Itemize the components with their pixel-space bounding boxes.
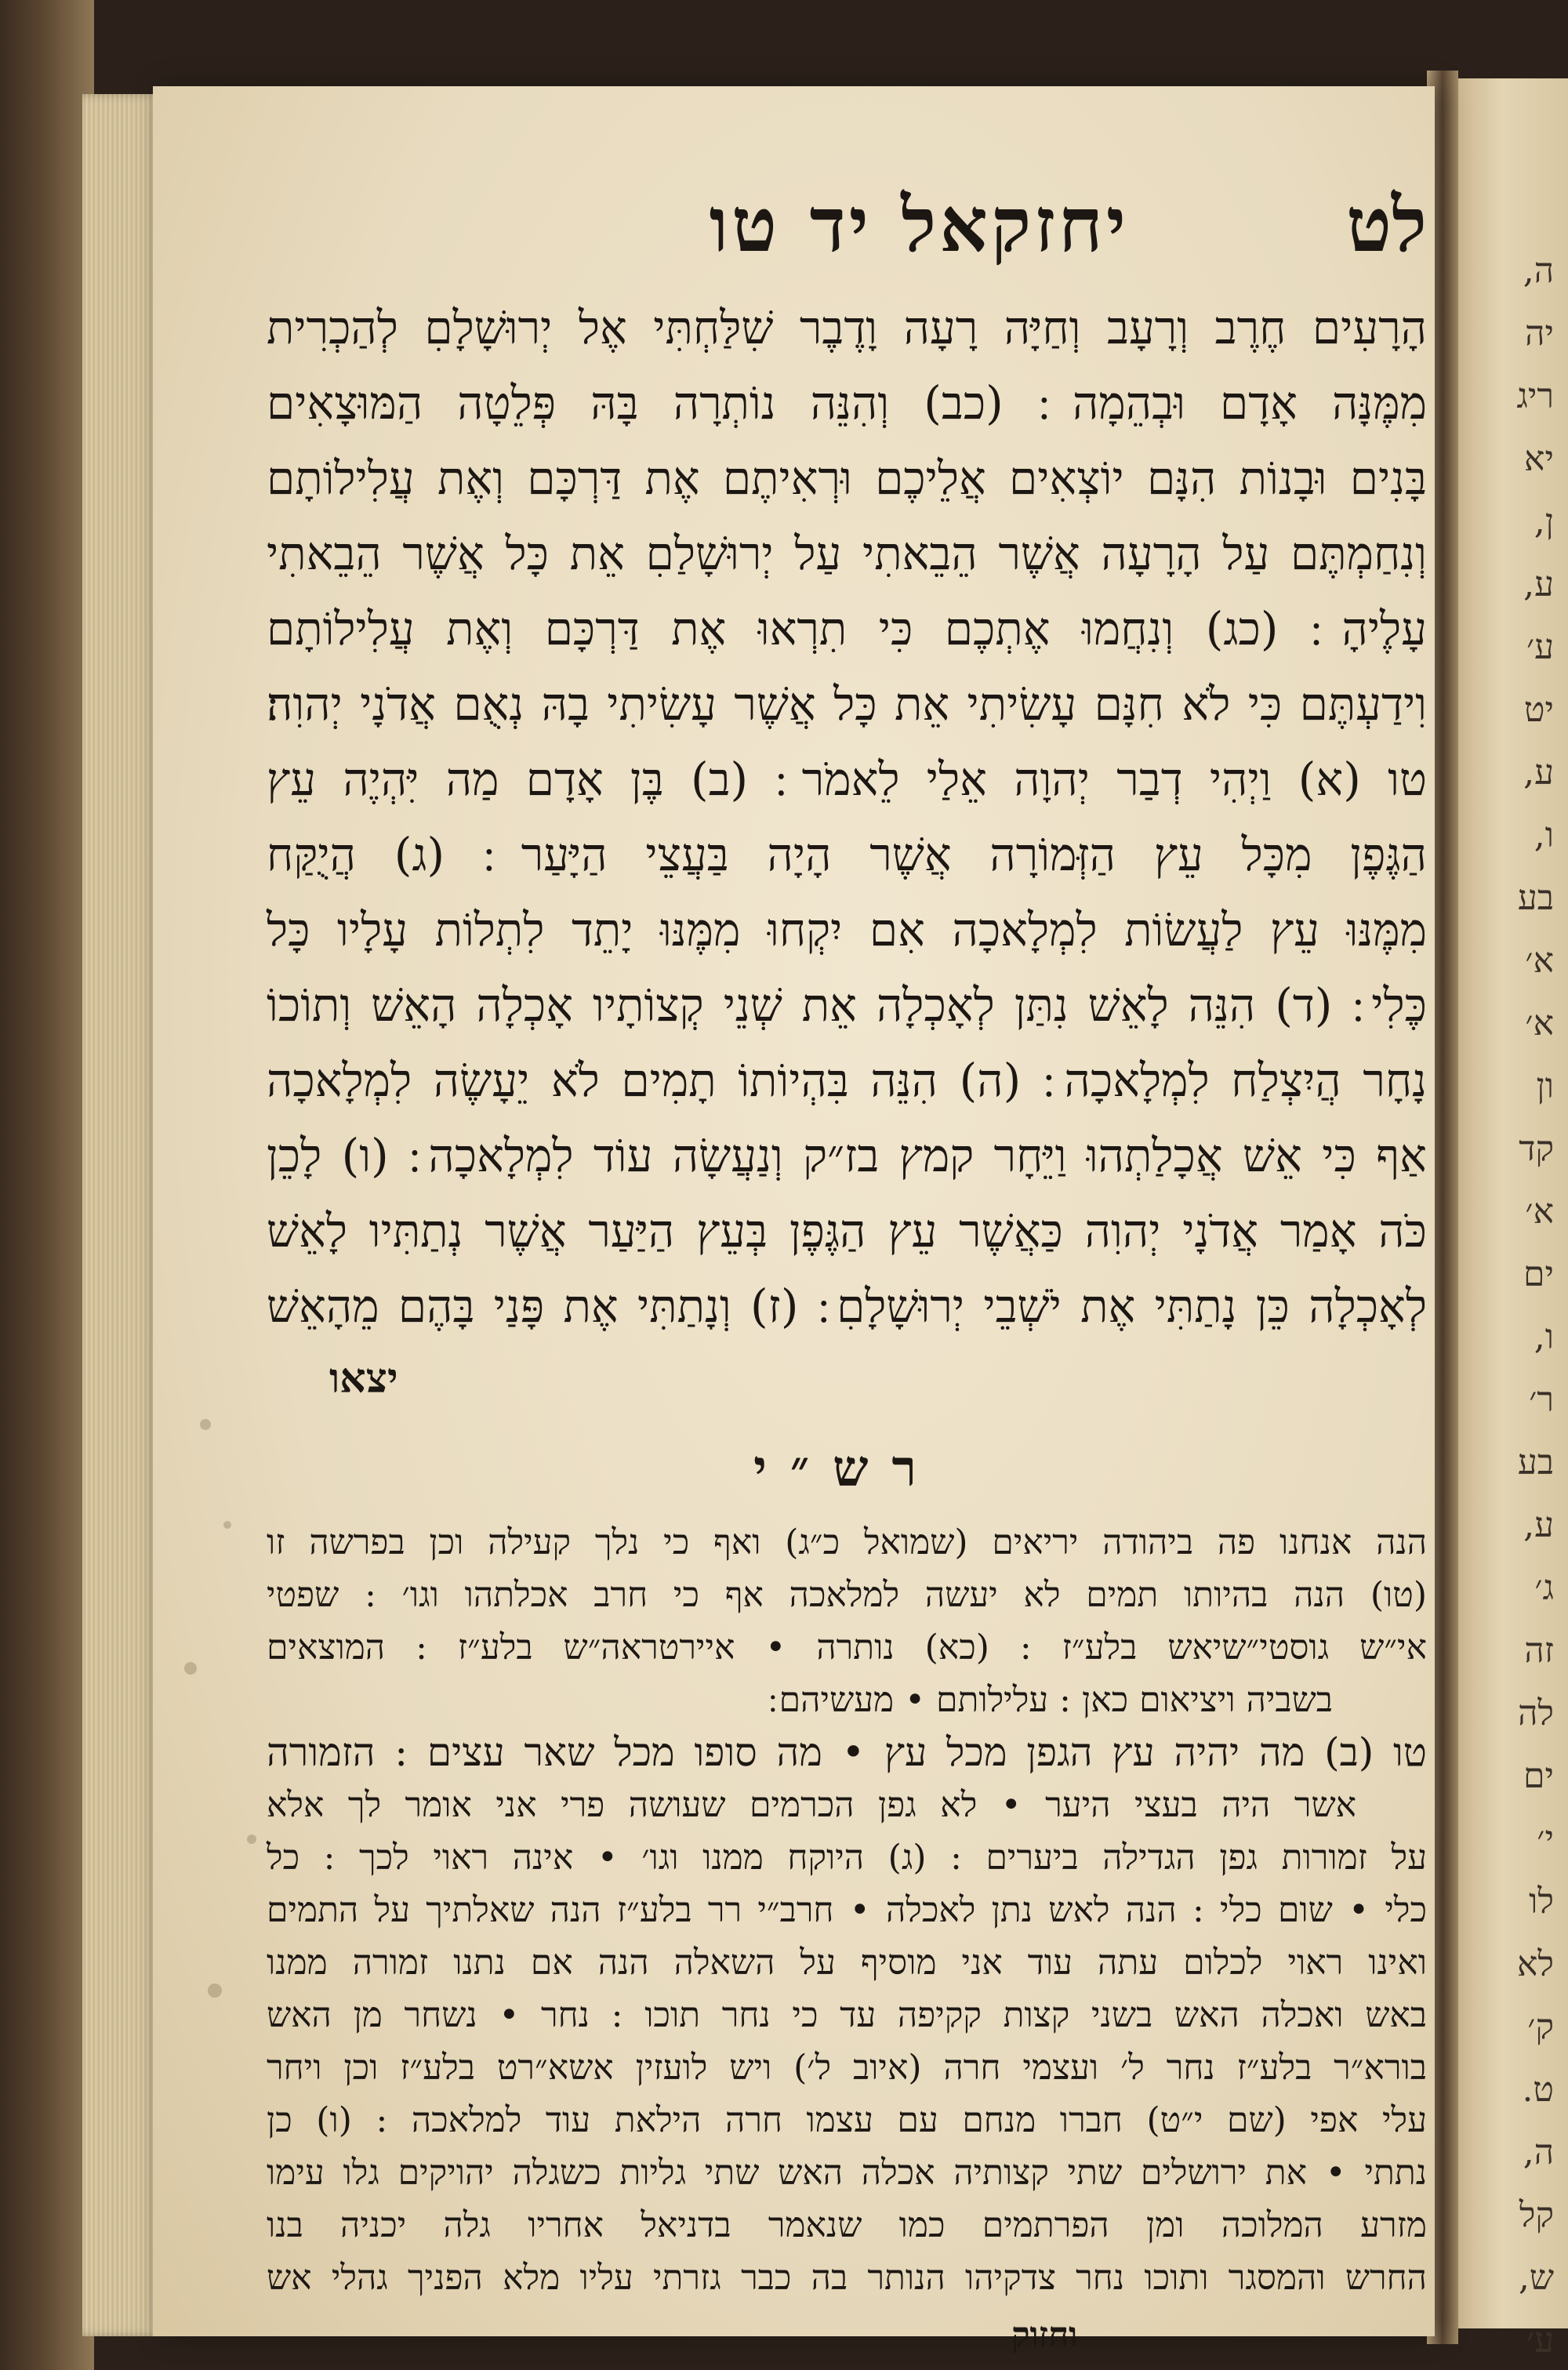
facing-page-fragment: קל: [1519, 2195, 1554, 2235]
facing-page-fragment: א׳: [1525, 941, 1554, 981]
bible-line: עָלֶיהָ ׃ (כג) וְנִחֲמוּ אֶתְכֶם כִּי תִרְאוּ אֶת דַּרְכָּם וְאֶת עֲלִילוֹתָם: [267, 602, 1427, 655]
bible-line: נָחָר הֲיִצְלַח לִמְלָאכָה ׃ (ה) הִנֵּה בִּהְיוֹתוֹ תָמִים לֹא יֵעָשֶׂה לִמְלָאכָה: [267, 1054, 1427, 1107]
rashi-line: אי״ש גוסטי״שיאש בלע״ז : (כא) נותרה • איירטראה״ש בלע״ז : המוצאים: [267, 1628, 1427, 1668]
bible-line: וִידַעְתֶּם כִּי לֹא חִנָּם עָשִׂיתִי אֵת כָּל אֲשֶׁר עָשִׂיתִי בָהּ נְאֻם אֲדֹנָי יְהוִה׃: [267, 677, 1427, 731]
rashi-line: בשביה ויציאום כאן : עלילותם • מעשיהם ׃: [768, 1680, 1333, 1720]
bible-line: טו (א) וַיְהִי דְבַר יְהוָה אֵלַי לֵאמֹר ׃ (ב) בֶּן אָדָם מַה יִּהְיֶה עֵץ: [267, 753, 1427, 806]
facing-page-fragment: בע: [1517, 1443, 1554, 1483]
rashi-line: מזרע המלוכה ומן הפרתמים כמו שנאמר בדניאל אחריו גלה יכניה בנו: [267, 2205, 1427, 2245]
rashi-line: אשר היה בעצי היער • לא גפן הכרמים שעושה פרי אני אומר לך אלא: [267, 1785, 1356, 1825]
bible-line: הַגֶּפֶן מִכָּל עֵץ הַזְּמוֹרָה אֲשֶׁר הָיָה בַּעֲצֵי הַיָּעַר ׃ (ג) הֲיֻקַּח: [267, 828, 1427, 881]
text-area: [267, 180, 1427, 2367]
facing-page-fragment: לה: [1518, 1693, 1554, 1733]
rashi-heading: רש״י: [753, 1439, 940, 1498]
facing-page-fragment: ריג: [1516, 376, 1554, 416]
facing-page-fragment: ן,: [1534, 502, 1554, 542]
facing-page-fragment: ט.: [1522, 2070, 1554, 2110]
facing-page-fragment: ש,: [1518, 2258, 1554, 2298]
facing-page-fragment: ע׳: [1526, 627, 1554, 667]
facing-page-fragment: יט: [1523, 690, 1554, 730]
rashi-line: (טו) הנה בהיותו תמים לא יעשה למלאכה אף כי חרב אכלתהו וגו׳ : שפטי: [267, 1575, 1427, 1615]
facing-page-fragment: ים: [1523, 1756, 1554, 1796]
facing-page-fragment: ה,: [1523, 251, 1554, 291]
facing-page-fragment: ון: [1536, 1066, 1554, 1106]
rashi-catchword: וחזוק: [1011, 2315, 1078, 2355]
rashi-line: בורא״ר בלע״ז נחר ל׳ ועצמי חרה (איוב ל׳) ויש לועזין אשא״רט בלע״ז וכן ויחר: [267, 2048, 1427, 2088]
bible-line: הָרָעִים חֶרֶב וְרָעָב וְחַיָּה רָעָה וָדֶבֶר שִׁלַּחְתִּי אֶל יְרוּשָׁלָםִ לְהַכְרִית: [267, 301, 1427, 354]
facing-page: [1458, 78, 1568, 2361]
bible-line: מִמֶּנּוּ עֵץ לַעֲשׂוֹת לִמְלָאכָה אִם יִקְחוּ מִמֶּנּוּ יָתֵד לִתְלוֹת עָלָיו כָּל: [267, 903, 1427, 956]
facing-page-fragment: לא: [1517, 1944, 1554, 1984]
facing-page-fragment: י׳: [1537, 1819, 1554, 1859]
bible-line: וְנִחַמְתֶּם עַל הָרָעָה אֲשֶׁר הֵבֵאתִי עַל יְרוּשָׁלַםִ אֵת כָּל אֲשֶׁר הֵבֵאתִי: [267, 527, 1428, 580]
facing-page-fragment: ים: [1523, 1254, 1554, 1294]
running-head: [267, 180, 1427, 290]
facing-page-fragment: ע,: [1523, 564, 1554, 604]
facing-page-fragment: ע׳: [1526, 2321, 1554, 2361]
facing-page-fragment: ו,: [1534, 815, 1554, 855]
rashi-line: על זמורות גפן הגדילה ביערים : (ג) היוקח ממנו וגו׳ • אינה ראוי לכך : כל: [267, 1838, 1427, 1878]
facing-page-fragment: זה: [1524, 1631, 1554, 1671]
page-edges: [82, 94, 161, 2336]
facing-page-fragment: ר׳: [1529, 1380, 1554, 1420]
bible-catchword: יצאו: [329, 1355, 398, 1403]
facing-page-fragment: לו: [1529, 1882, 1554, 1922]
leaf-number: לט: [1346, 180, 1427, 269]
facing-page-fragment: ע,: [1523, 753, 1554, 793]
bible-line: לְאָכְלָה כֵּן נָתַתִּי אֶת יֹשְׁבֵי יְרוּשָׁלָםִ ׃ (ז) וְנָתַתִּי אֶת פָּנַי בָּהֶם מֵהָאֵשׁ: [267, 1279, 1427, 1333]
rashi-line: טו (ב) מה יהיה עץ הגפן מכל עץ • מה סופו מכל שאר עצים : הזמורה: [267, 1729, 1427, 1775]
bible-line: כֶּלִי ׃ (ד) הִנֵּה לָאֵשׁ נִתַּן לְאָכְלָה אֵת שְׁנֵי קְצוֹתָיו אָכְלָה הָאֵשׁ וְתוֹכוֹ: [267, 978, 1427, 1032]
facing-page-fragment: יה: [1525, 314, 1554, 354]
facing-page-fragment: ו,: [1534, 1317, 1554, 1357]
bible-line: בָּנִים וּבָנוֹת הִנָּם יוֹצְאִים אֲלֵיכֶם וּרְאִיתֶם אֶת דַּרְכָּם וְאֶת עֲלִילוֹתָם: [267, 452, 1428, 505]
rashi-line: הנה אנחנו פה ביהודה יריאים (שמואל כ״ג) ואף כי נלך קעילה וכן בפרשה זו: [267, 1523, 1427, 1562]
rashi-line: כלי • שום כלי : הנה לאש נתן לאכלה • חרב״י רר בלע״ז הנה שאלתיך על התמים: [267, 1890, 1427, 1930]
bible-line: מִמֶּנָּה אָדָם וּבְהֵמָה ׃ (כב) וְהִנֵּה נוֹתְרָה בָּהּ פְּלֵטָה הַמּוּצָאִים: [267, 376, 1427, 430]
rashi-line: ואינו ראוי לכלום עתה עוד אני מוסיף על השאלה הנה אם נתנו זמורה ממנו: [267, 1943, 1427, 1983]
rashi-line: נתתי • את ירושלים שתי קצותיה אכלה האש שתי גליות כשגלה יהויקים גלו עימו: [267, 2153, 1427, 2193]
bible-line: אַף כִּי אֵשׁ אֲכָלַתְהוּ וַיֵּחָר קמץ בז״ק וְנַעֲשָׂה עוֹד לִמְלָאכָה ׃ (ו) לָכֵן: [267, 1129, 1427, 1182]
bible-text: [267, 290, 1427, 1344]
rashi-line: החרש והמסגר ותוכו נחר צדקיהו הנותר בה כבר גזרתי עליו מלא הפניך גהלי אש: [267, 2258, 1427, 2298]
facing-page-fragment: ק׳: [1527, 2007, 1554, 2047]
facing-page-fragment: א׳: [1525, 1192, 1554, 1232]
running-title: יחזקאל יד טו: [709, 180, 1129, 269]
facing-page-fragment: יא: [1524, 439, 1554, 479]
facing-page-fragment: קד: [1519, 1129, 1554, 1169]
book-cover-left: [0, 0, 94, 2370]
facing-page-fragment: ג׳: [1534, 1568, 1554, 1608]
rashi-line: באש ואכלה האש בשני קצות קקיפה עד כי נחר תוכו : נחר • נשחר מן האש: [267, 1995, 1427, 2035]
facing-page-fragment: בע: [1517, 878, 1554, 918]
facing-page-fragment: ה,: [1523, 2132, 1554, 2172]
rashi-line: עלי אפי (שם י״ט) חברו מנחם עם עצמו חרה הילאת עוד למלאכה : (ו) כן: [267, 2100, 1427, 2140]
bible-line: כֹּה אָמַר אֲדֹנָי יְהוִה כַּאֲשֶׁר עֵץ הַגֶּפֶן בְּעֵץ הַיַּעַר אֲשֶׁר נְתַתִּיו לָאֵשׁ: [267, 1204, 1427, 1258]
facing-page-fragment: א׳: [1525, 1004, 1554, 1043]
rashi-commentary: [267, 1516, 1427, 2304]
facing-page-fragment: ע,: [1523, 1505, 1554, 1545]
